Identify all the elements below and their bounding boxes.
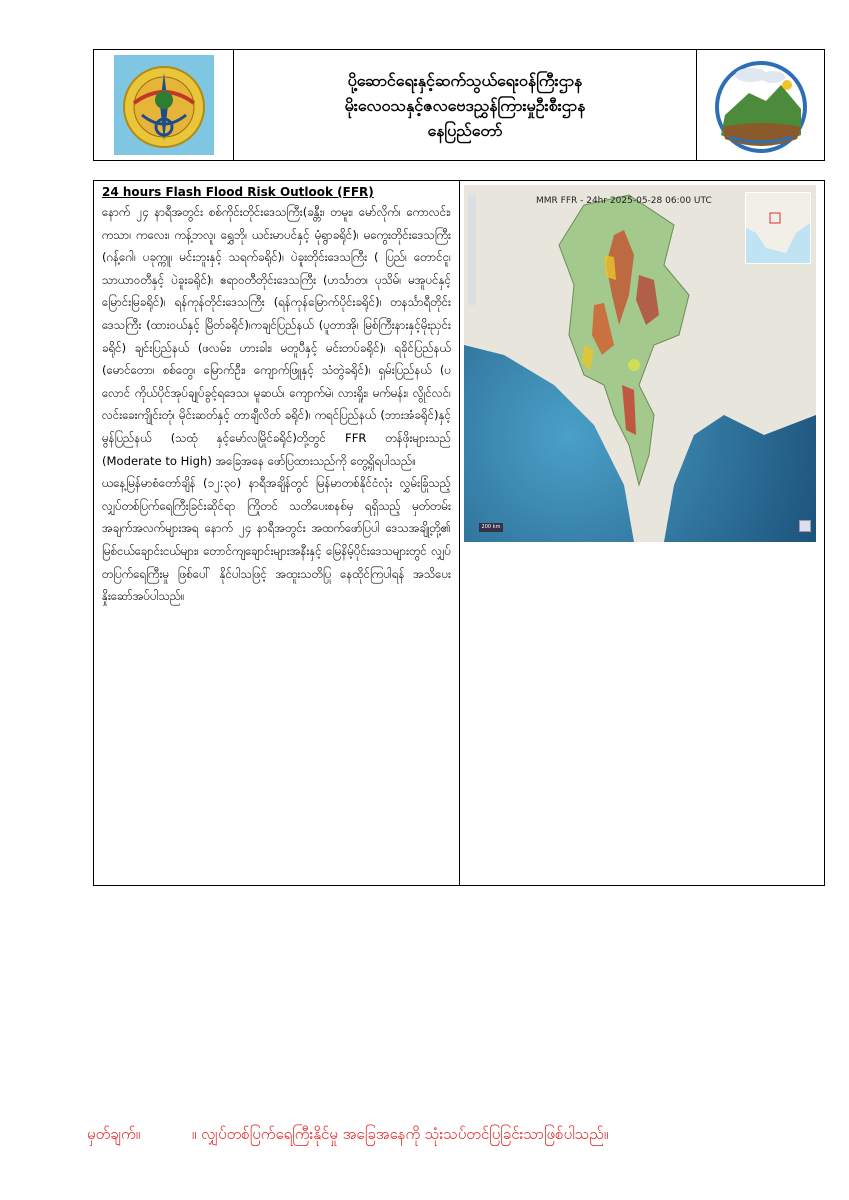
ffr-map — [464, 185, 816, 542]
outlook-paragraph: နောက် ၂၄ နာရီအတွင်း စစ်ကိုင်းတိုင်းဒေသကြီး(ခန္တီး၊ တမူး၊ မော်လိုက်၊ ကောလင်း၊ ကသာ၊ ကလေး၊ ကန့်ဘလူ၊ ရွှေဘို၊ ယင်းမာပင်နှင့် မုံရွာခရိုင်)၊ မကွေးတိုင်းဒေသကြီး (ဂန့်ဂေါ၊ ပခုက္ကူ၊ မင်းဘူးနှင့် သရက်ခရိုင်)၊ ပဲခူးတိုင်းဒေသကြီး ( ပြည်၊ တောင်ငူ၊သာယာဝတီနှင့် ပဲခူးခရိုင်)၊ ဧရာဝတီတိုင်းဒေသကြီး (ဟင်္သာတ၊ ပုသိမ်၊ မအူပင်နှင့်မြောင်းမြခရိုင်)၊ ရန်ကုန်တိုင်းဒေသကြီး (ရန်ကုန်မြောက်ပိုင်းခရိုင်)၊ တနင်္သာရီတိုင်းဒေသကြီး (ထားဝယ်နှင့် မြိတ်ခရိုင်)၊ကချင်ပြည်နယ် (ပူတာအို၊ မြစ်ကြီးနားနှင့်မိုးညှင်းခရိုင်) ချင်းပြည်နယ် (ဖလမ်း၊ ဟားခါး၊ မတူပီနှင့် မင်းတပ်ခရိုင်)၊ ရခိုင်ပြည်နယ် (မောင်တော၊ စစ်တွေ၊ မြောက်ဦး၊ ကျောက်ဖြူနှင့် သံတွဲခရိုင်)၊ ရှမ်းပြည်နယ် (ပလောင် ကိုယ်ပိုင်အုပ်ချုပ်ခွင့်ရဒေသ၊ မူဆယ်၊ ကျောက်မဲ၊ လားရှိုး၊ မက်မန်း၊ လွိုင်လင်၊ လင်းခေးကျိုင်းတုံ၊ မိုင်းဆတ်နှင့် တာချီလိတ် ခရိုင်)၊ ကရင်ပြည်နယ် (ဘားအံခရိုင်)နှင့် မွန်ပြည်နယ် (သထုံ နှင့်မော်လမြိုင်ခရိုင်)တို့တွင် FFR တန်ဖိုးများသည် (Moderate to High) အခြေအနေ ဖော်ပြထားသည်ကို တွေ့ရှိရပါသည်။ — [102, 205, 451, 468]
map-column — [460, 181, 824, 885]
hydrology-cycle-icon — [711, 55, 811, 155]
header-right-cell — [697, 50, 824, 160]
ministry-emblem-icon — [114, 55, 214, 155]
footer-text: ။ လျှပ်တစ်ပြက်ရေကြီးနိုင်မှု အခြေအနေကို သုံးသပ်တင်ပြခြင်းသာဖြစ်ပါသည်။ — [191, 1125, 609, 1143]
footer-label: မှတ်ချက်။ — [87, 1125, 141, 1143]
header-title-cell — [234, 50, 697, 160]
footer-note — [87, 1125, 787, 1147]
content-table — [93, 180, 825, 886]
warning-paragraph: ယနေ့မြန်မာစံတော်ချိန် (၁၂:၃၀) နာရီအချိန်တွင် မြန်မာတစ်နိုင်ငံလုံး လွှမ်းခြုံသည့် လျှပ်တစ်ပြက်ရေကြီးခြင်းဆိုင်ရာ ကြိုတင် သတိပေးစနစ်မှ ရရှိသည့် မှတ်တမ်းအချက်အလက်များအရ နောက် ၂၄ နာရီအတွင်း အထက်ဖော်ပြပါ ဒေသအချို့တို့၏ မြစ်ငယ်ချောင်းငယ်များ၊ တောင်ကျချောင်းများအနီးနှင့် မြေနိမ့်ပိုင်းဒေသများတွင် လျှပ်တပြက်ရေကြီးမှု ဖြစ်ပေါ် နိုင်ပါသဖြင့် အထူးသတိပြု နေထိုင်ကြပါရန် အသိပေးနှိုးဆော်အပ်ပါသည်။ — [102, 476, 451, 604]
ministry-name: ပို့ဆောင်ရေးနှင့်ဆက်သွယ်ရေးဝန်ကြီးဌာန — [347, 70, 583, 90]
zoom-control-icon[interactable] — [468, 195, 476, 305]
inset-map-graphic — [746, 193, 810, 263]
download-icon[interactable] — [799, 520, 811, 532]
header-table — [93, 49, 825, 161]
scale-bar: 200 km — [479, 523, 503, 532]
map-title: MMR FFR - 24hr 2025-05-28 06:00 UTC — [536, 196, 712, 206]
header-left-cell — [94, 50, 234, 160]
inset-map — [745, 192, 811, 264]
outlook-text-column — [94, 181, 460, 885]
department-name: မိုးလေဝသနှင့်ဇလဗေဒညွှန်ကြားမှုဦးစီးဌာန — [344, 95, 586, 115]
city-name: နေပြည်တော် — [427, 120, 503, 140]
section-title: 24 hours Flash Flood Risk Outlook (FFR) — [102, 185, 374, 199]
